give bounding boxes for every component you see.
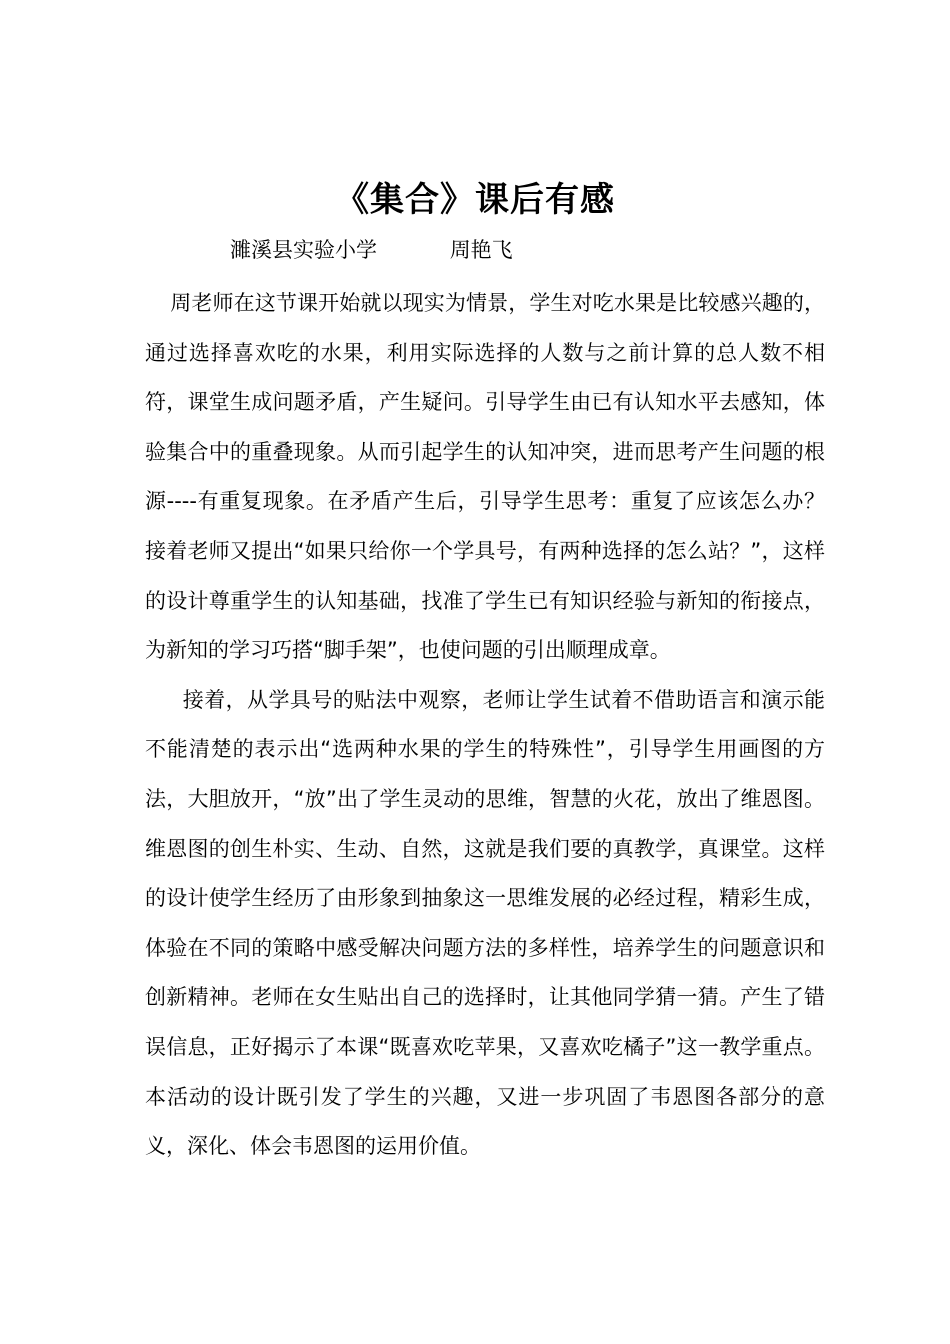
document-title: 《集合》课后有感 [335, 180, 615, 220]
byline-school: 濉溪县实验小学 [230, 238, 377, 262]
document-body [145, 279, 825, 1172]
paragraph-2: 接着，从学具号的贴法中观察，老师让学生试着不借助语言和演示能不能清楚的表示出“选两种水果的学生的特殊性”，引导学生用画图的方法，大胆放开，“放”出了学生灵动的思维，智慧的火花，放出了维恩图。维恩图的创生朴实、生动、自然，这就是我们要的真教学，真课堂。这样的设计使学生经历了由形象到抽象这一思维发展的必经过程，精彩生成，体验在不同的策略中感受解决问题方法的多样性，培养学生的问题意识和创新精神。老师在女生贴出自己的选择时，让其他同学猜一猜。产生了错误信息，正好揭示了本课“既喜欢吃苹果，又喜欢吃橘子”这一教学重点。本活动的设计既引发了学生的兴趣，又进一步巩固了韦恩图各部分的意义，深化、体会韦恩图的运用价值。 [145, 687, 825, 1159]
byline-author: 周艳飞 [449, 238, 513, 262]
paragraph-1: 周老师在这节课开始就以现实为情景，学生对吃水果是比较感兴趣的，通过选择喜欢吃的水果，利用实际选择的人数与之前计算的总人数不相符，课堂生成问题矛盾，产生疑问。引导学生由已有认知水平去感知，体验集合中的重叠现象。从而引起学生的认知冲突，进而思考产生问题的根源----有重复现象。在矛盾产生后，引导学生思考：重复了应该怎么办？接着老师又提出“如果只给你一个学具号，有两种选择的怎么站？”，这样的设计尊重学生的认知基础，找准了学生已有知识经验与新知的衔接点，为新知的学习巧搭“脚手架”，也使问题的引出顺理成章。 [145, 291, 825, 663]
byline [230, 232, 513, 268]
